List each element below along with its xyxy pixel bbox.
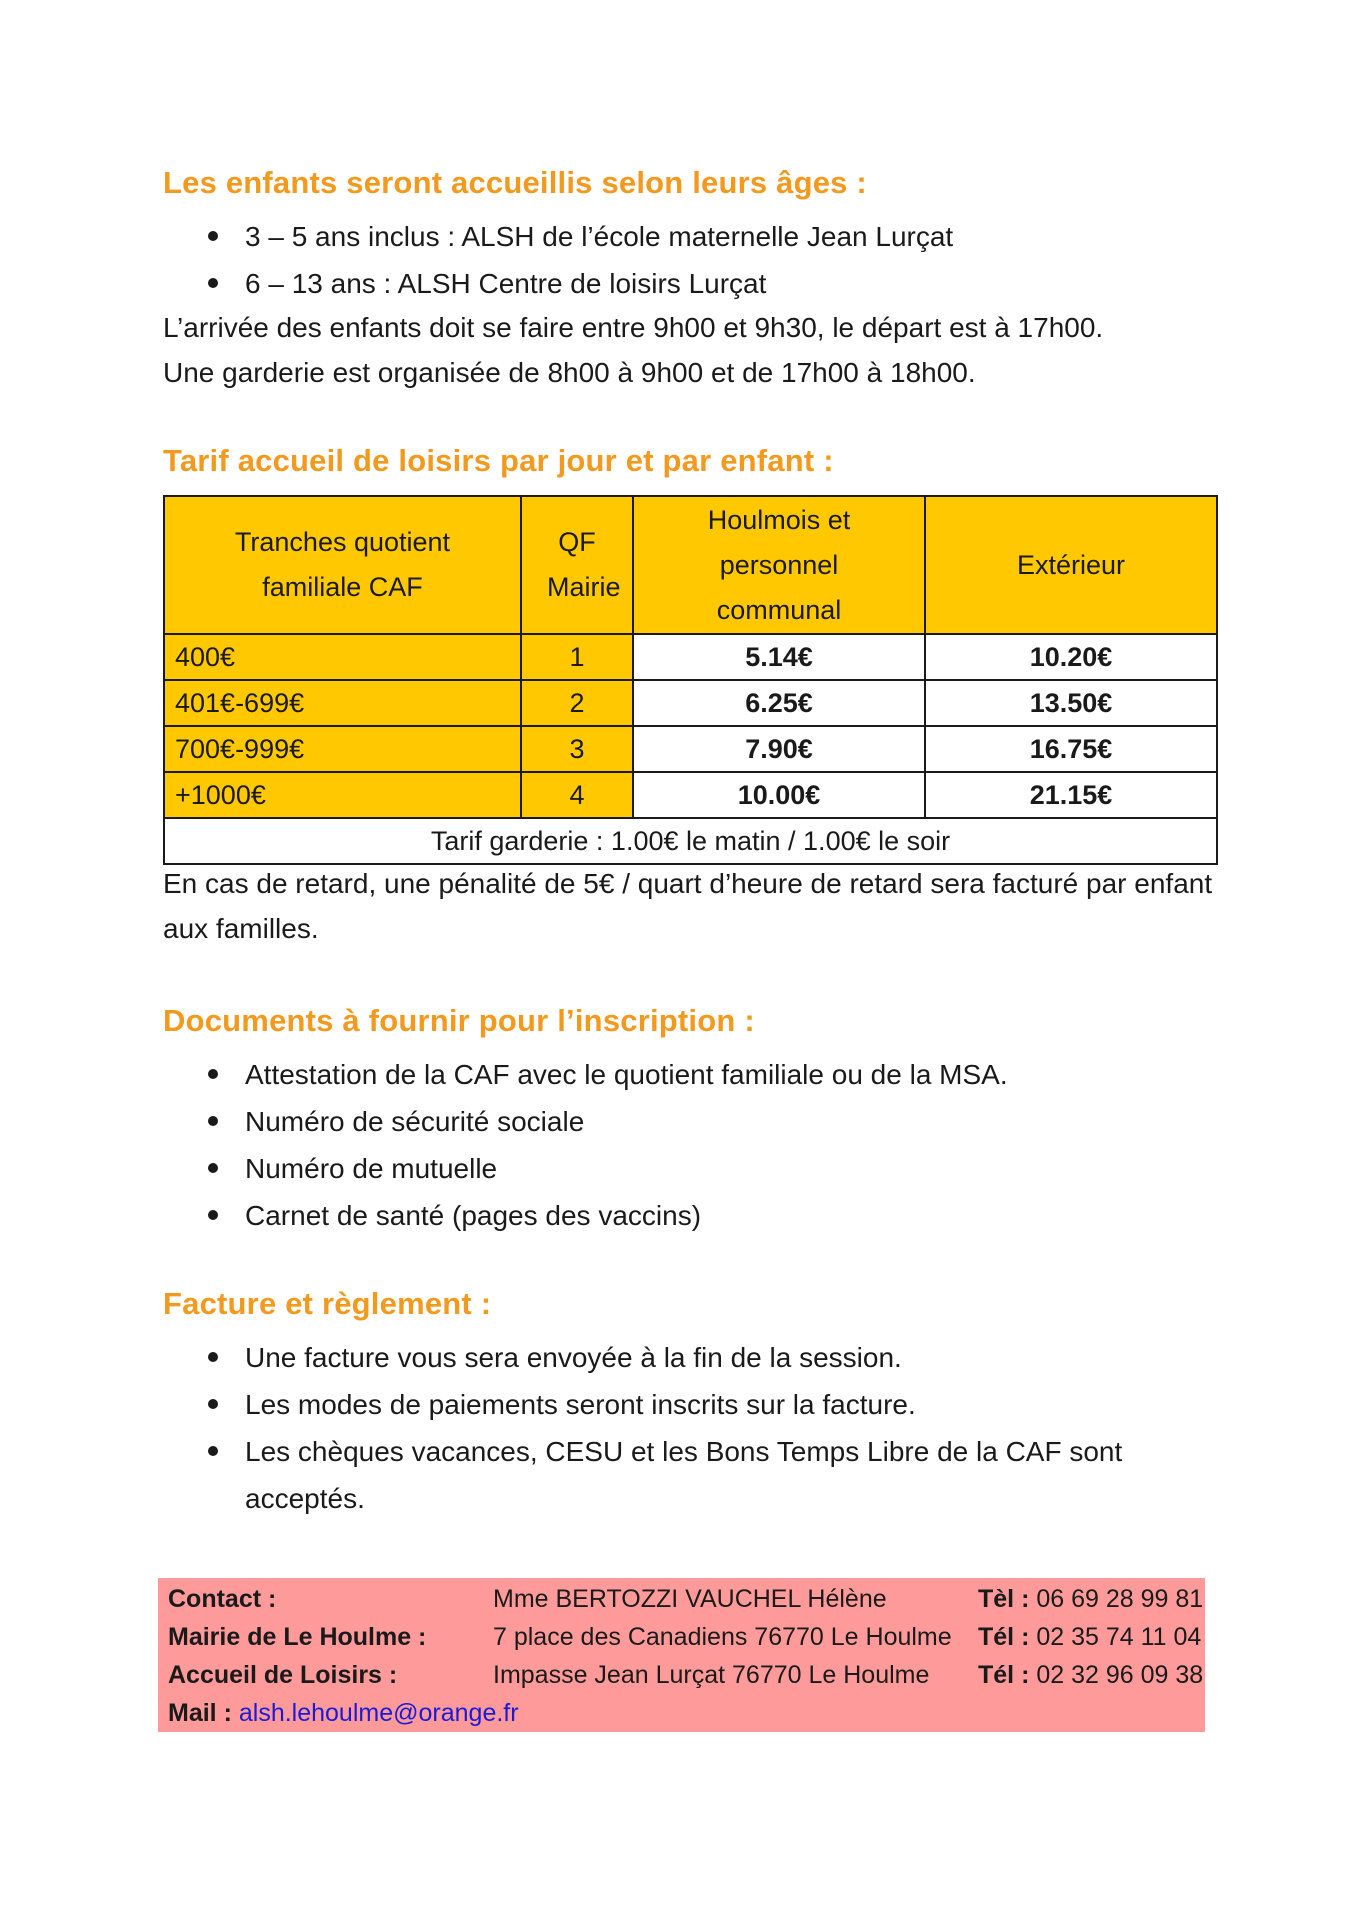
list-item: Numéro de sécurité sociale bbox=[163, 1098, 1223, 1145]
daycare-text: Une garderie est organisée de 8h00 à 9h00 et de 17h00 à 18h00. bbox=[163, 357, 976, 388]
table-row: +1000€ 4 10.00€ 21.15€ bbox=[164, 772, 1217, 818]
table-header-row bbox=[164, 496, 1217, 634]
list-item: 3 – 5 ans inclus : ALSH de l’école maternelle Jean Lurçat bbox=[163, 213, 1223, 260]
header-exterieur: Extérieur bbox=[925, 496, 1217, 634]
contact-box: Contact : Mme BERTOZZI VAUCHEL Hélène Tèl : 06 69 28 99 81 Mairie de Le Houlme : 7 place des Canadiens 76770 Le Houlme Tél : 02 35 74 11 04 Accueil de Loisirs : Impasse Jean Lurçat 76770 Le Houlme Tél : 02 32 96 09 38 Mail : alsh.lehoulme@orange.fr bbox=[158, 1578, 1205, 1732]
bullet-icon bbox=[208, 1116, 218, 1126]
email-link[interactable]: alsh.lehoulme@orange.fr bbox=[238, 1699, 519, 1727]
bullet-icon bbox=[208, 1352, 218, 1362]
table-row: 700€-999€ 3 7.90€ 16.75€ bbox=[164, 726, 1217, 772]
list-item: Attestation de la CAF avec le quotient familiale ou de la MSA. bbox=[163, 1051, 1223, 1098]
bullet-icon bbox=[208, 1210, 218, 1220]
list-item: Les chèques vacances, CESU et les Bons Temps Libre de la CAF sont acceptés. bbox=[163, 1428, 1165, 1522]
tarif-table bbox=[163, 495, 1218, 865]
bullet-icon bbox=[208, 1399, 218, 1409]
penalty-text: En cas de retard, une pénalité de 5€ / quart d’heure de retard sera facturé par enfant aux familles. bbox=[163, 868, 1213, 944]
bullet-icon bbox=[208, 231, 218, 241]
ages-list bbox=[163, 213, 1223, 307]
table-row: 400€ 1 5.14€ 10.20€ bbox=[164, 634, 1217, 680]
bullet-icon bbox=[208, 1069, 218, 1079]
list-item: Les modes de paiements seront inscrits sur la facture. bbox=[163, 1381, 1223, 1428]
list-item: Une facture vous sera envoyée à la fin de la session. bbox=[163, 1334, 1223, 1381]
section-title-ages: Les enfants seront accueillis selon leurs âges : bbox=[163, 165, 867, 200]
section-title-facture: Facture et règlement : bbox=[163, 1286, 492, 1321]
table-row: 401€-699€ 2 6.25€ 13.50€ bbox=[164, 680, 1217, 726]
bullet-icon bbox=[208, 278, 218, 288]
bullet-icon bbox=[208, 1446, 218, 1456]
garderie-row: Tarif garderie : 1.00€ le matin / 1.00€ le soir bbox=[164, 818, 1217, 864]
section-title-documents: Documents à fournir pour l’inscription : bbox=[163, 1003, 755, 1038]
header-tranches: Tranches quotient familiale CAF bbox=[164, 496, 521, 634]
arrival-text: L’arrivée des enfants doit se faire entre 9h00 et 9h30, le départ est à 17h00. bbox=[163, 312, 1104, 343]
list-item: Numéro de mutuelle bbox=[163, 1145, 1223, 1192]
bullet-icon bbox=[208, 1163, 218, 1173]
section-title-tarif: Tarif accueil de loisirs par jour et par enfant : bbox=[163, 443, 834, 478]
list-item: 6 – 13 ans : ALSH Centre de loisirs Lurçat bbox=[163, 260, 1223, 307]
header-houlmois: Houlmois et personnel communal bbox=[633, 496, 925, 634]
header-qf: QF Mairie bbox=[521, 496, 633, 634]
documents-list bbox=[163, 1051, 1223, 1239]
facture-list bbox=[163, 1334, 1223, 1522]
list-item: Carnet de santé (pages des vaccins) bbox=[163, 1192, 1223, 1239]
